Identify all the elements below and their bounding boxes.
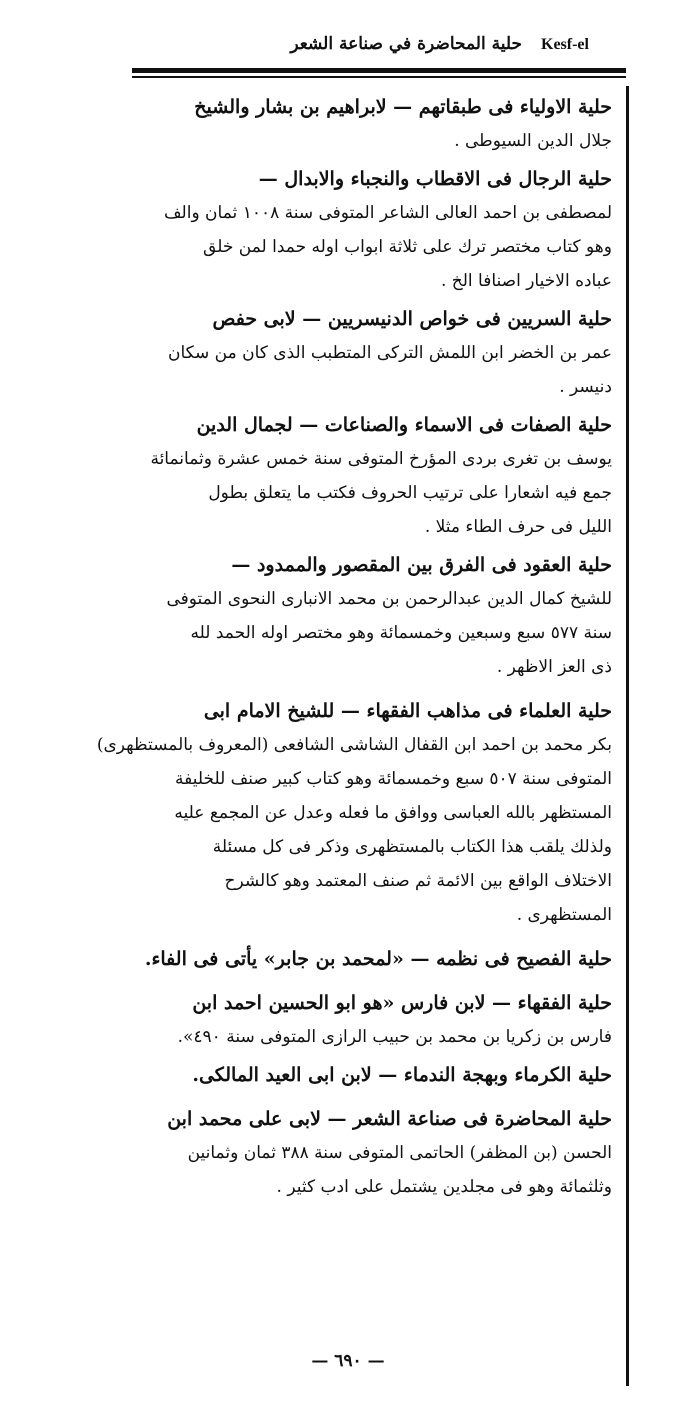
margin-vertical-rule <box>626 86 629 1386</box>
entry-line: حلية الكرماء وبهجة الندماء — لابن ابى العيد المالكى. <box>192 1064 612 1086</box>
entry-line: المتوفى سنة ٥٠٧ سبع وخمسمائة وهو كتاب كبير صنف للخليفة <box>175 769 612 789</box>
entry-line: لمصطفى بن احمد العالى الشاعر المتوفى سنة ١٠٠٨ ثمان والف <box>163 203 612 223</box>
entry-line: حلية العلماء فى مذاهب الفقهاء — للشيخ الامام ابى <box>203 700 612 722</box>
header-rule-thin <box>132 76 626 78</box>
entry-line: بكر محمد بن احمد ابن القفال الشاشى الشافعى (المعروف بالمستظهرى) <box>96 735 612 755</box>
entry-line: وهو كتاب مختصر ترك على ثلاثة ابواب اوله حمدا لمن خلق <box>203 237 612 257</box>
entry <box>152 90 612 158</box>
entry-line: للشيخ كمال الدين عبدالرحمن بن محمد الانبارى النحوى المتوفى <box>166 589 612 609</box>
entry-line: عمر بن الخضر ابن اللمش التركى المتطبب الذى كان من سكان <box>167 343 612 363</box>
entry-line: المستظهرى . <box>516 905 612 925</box>
entry <box>96 694 612 932</box>
entry-line: حلية الصفات فى الاسماء والصناعات — لجمال الدين <box>196 414 612 436</box>
entry-line: حلية الفصيح فى نظمه — «لمحمد بن جابر» يأتى فى الفاء. <box>144 948 612 970</box>
entry-line: الحسن (بن المظفر) الحاتمى المتوفى سنة ٣٨٨ ثمان وثمانين <box>187 1143 612 1163</box>
entry-line: عباده الاخيار اصنافا الخ . <box>440 271 612 291</box>
entry-line: حلية العقود فى الفرق بين المقصور والممدود — <box>231 554 612 576</box>
entry-line: ولذلك يلقب هذا الكتاب بالمستظهرى وذكر فى كل مسئلة <box>212 837 612 857</box>
header-rule-thick <box>132 68 626 73</box>
entry-line: حلية السريين فى خواص الدنيسريين — لابى حفص <box>212 308 612 330</box>
running-header-left: Kesf-el <box>541 36 589 53</box>
entry <box>144 942 612 976</box>
entry <box>152 986 612 1054</box>
entry-line: يوسف بن تغرى بردى المؤرخ المتوفى سنة خمس عشرة وثمانمائة <box>150 449 612 469</box>
entry <box>152 408 612 544</box>
page-number: — ٦٩٠ — <box>311 1351 385 1371</box>
entry-line: حلية الفقهاء — لابن فارس «هو ابو الحسين احمد ابن <box>192 992 612 1014</box>
entry-line: المستظهر بالله العباسى ووافق ما فعله وعدل عن المجمع عليه <box>174 803 612 823</box>
entry-line: سنة ٥٧٧ سبع وسبعين وخمسمائة وهو مختصر اوله الحمد لله <box>190 623 612 643</box>
entry-line: وثلثمائة وهو فى مجلدين يشتمل على ادب كثير . <box>276 1177 612 1197</box>
entry-line: ذى العز الاظهر . <box>496 657 612 677</box>
entry-line: فارس بن زكريا بن محمد بن حبيب الرازى المتوفى سنة ٤٩٠». <box>177 1027 612 1047</box>
running-header <box>132 30 624 64</box>
entry <box>152 548 612 684</box>
entry-line: حلية الرجال فى الاقطاب والنجباء والابدال — <box>258 168 612 190</box>
entry-line: جلال الدين السيوطى . <box>454 131 612 151</box>
entry-line: الليل فى حرف الطاء مثلا . <box>424 517 612 537</box>
entry-line: حلية الاولياء فى طبقاتهم — لابراهيم بن بشار والشيخ <box>194 96 612 118</box>
entry <box>152 302 612 404</box>
entry-line: دنيسر . <box>559 377 612 397</box>
running-header-title: حلية المحاضرة في صناعة الشعر <box>290 34 522 54</box>
entry <box>152 1058 612 1092</box>
entry <box>152 162 612 298</box>
entry <box>152 1102 612 1204</box>
entry-line: جمع فيه اشعارا على ترتيب الحروف فكتب ما يتعلق بطول <box>208 483 612 503</box>
entry-line: حلية المحاضرة فى صناعة الشعر — لابى على محمد ابن <box>167 1108 612 1130</box>
entry-line: الاختلاف الواقع بين الائمة ثم صنف المعتمد وهو كالشرح <box>224 871 612 891</box>
page-body <box>96 90 612 1204</box>
